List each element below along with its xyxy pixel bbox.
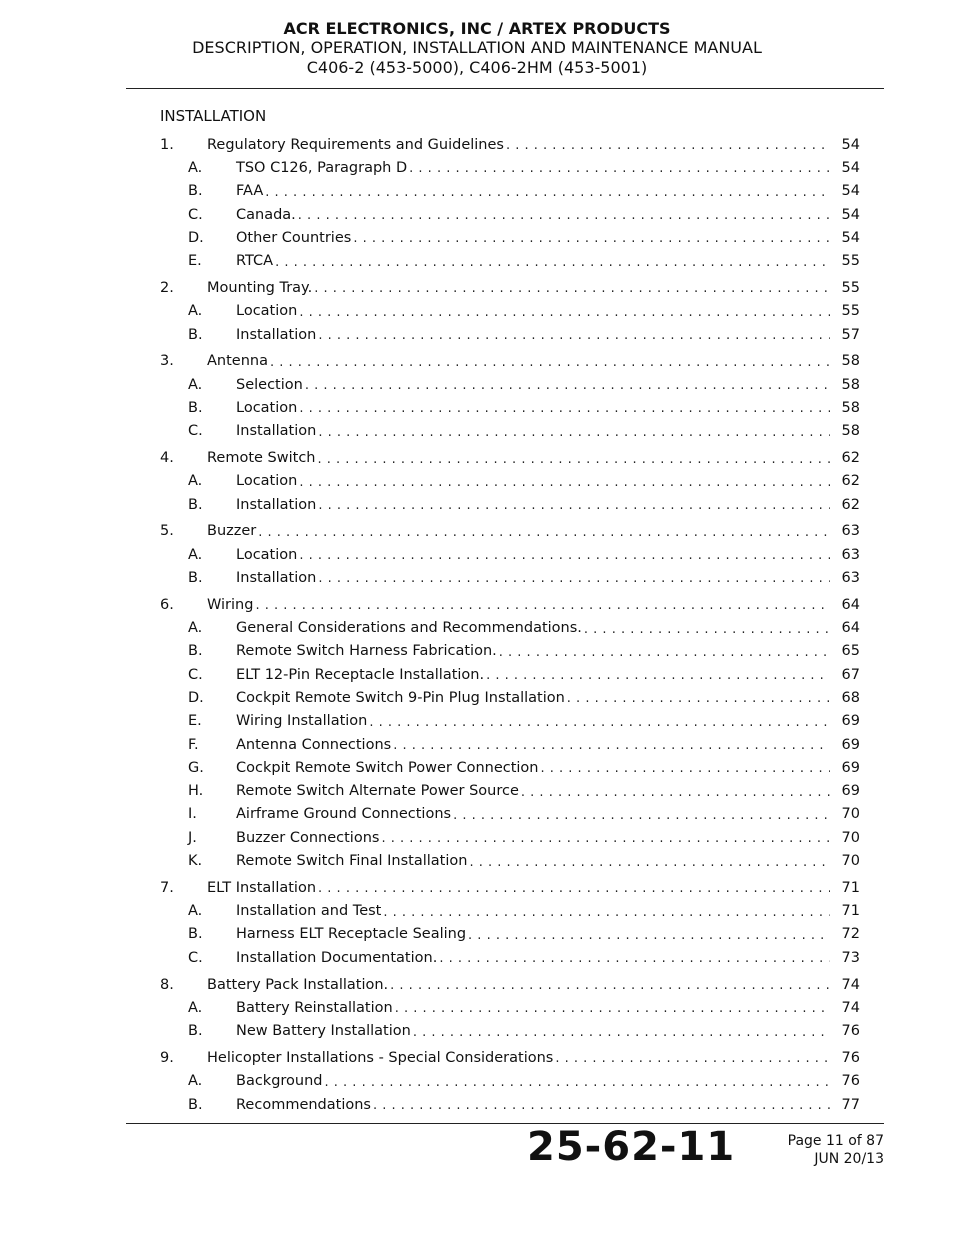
entry-title: Installation and Test (236, 903, 382, 920)
dot-leader (413, 1023, 830, 1040)
toc-subentry[interactable] (160, 733, 860, 756)
entry-page: 57 (841, 326, 860, 343)
company-name: ACR ELECTRONICS, INC / ARTEX PRODUCTS (283, 19, 671, 38)
entry-title: TSO C126, Paragraph D (236, 159, 408, 176)
entry-title: Remote Switch (207, 450, 316, 466)
entry-page: 74 (841, 999, 860, 1016)
dot-leader (393, 736, 830, 753)
dot-leader (318, 326, 830, 343)
dot-leader (299, 303, 830, 320)
entry-title: Remote Switch Final Installation (236, 853, 468, 870)
entry-number: B. (188, 326, 203, 343)
entry-page: 54 (841, 136, 860, 153)
entry-page: 63 (841, 569, 860, 586)
toc-subentry[interactable] (160, 663, 860, 686)
entry-number: D. (188, 689, 204, 706)
entry-title: Remote Switch Harness Fabrication. (236, 643, 497, 660)
dot-leader (390, 976, 830, 993)
entry-number: E. (188, 253, 202, 270)
toc-entry[interactable] (160, 876, 860, 899)
dot-leader (325, 1073, 830, 1090)
entry-title: Location (236, 473, 298, 490)
entry-number: B. (188, 1023, 203, 1040)
entry-page: 77 (841, 1096, 860, 1113)
entry-title: Antenna (207, 353, 268, 370)
dot-leader (275, 253, 830, 270)
entry-page: 76 (841, 1049, 860, 1066)
toc-subentry[interactable] (160, 849, 860, 872)
entry-page: 72 (841, 926, 860, 943)
entry-page: 54 (841, 183, 860, 200)
entry-page: 64 (841, 596, 860, 613)
entry-title: Helicopter Installations - Special Considerations (207, 1049, 554, 1066)
dot-leader (299, 546, 830, 563)
entry-page: 55 (841, 279, 860, 296)
entry-title: ELT Installation (207, 879, 317, 896)
entry-number: 8. (160, 976, 174, 993)
entry-number: 6. (160, 596, 174, 613)
entry-number: C. (188, 949, 203, 966)
entry-title: Installation (236, 326, 317, 343)
entry-page: 62 (841, 473, 860, 490)
entry-number: A. (188, 159, 203, 176)
entry-title: Installation (236, 496, 317, 513)
dot-leader (555, 1049, 830, 1066)
entry-title: Antenna Connections (236, 736, 392, 753)
entry-number: 1. (160, 136, 174, 153)
dot-leader (486, 666, 830, 683)
dot-leader (318, 569, 830, 586)
page-number: Page 11 of 87 (787, 1133, 884, 1149)
toc-subentry[interactable] (160, 686, 860, 709)
entry-title: ELT 12-Pin Receptacle Installation. (236, 666, 485, 683)
entry-number: B. (188, 643, 203, 660)
entry-number: H. (188, 783, 204, 800)
entry-number: 2. (160, 279, 174, 296)
entry-title: FAA (236, 183, 264, 200)
section-title: INSTALLATION (160, 107, 267, 125)
manual-title: DESCRIPTION, OPERATION, INSTALLATION AND MAINTENANCE MANUAL (192, 38, 762, 57)
dot-leader (373, 1096, 830, 1113)
entry-number: 3. (160, 353, 174, 370)
entry-title: Regulatory Requirements and Guidelines (207, 136, 504, 153)
entry-page: 54 (841, 229, 860, 246)
dot-leader (381, 829, 830, 846)
entry-page: 76 (841, 1023, 860, 1040)
entry-number: A. (188, 999, 203, 1016)
dot-leader (299, 399, 830, 416)
entry-number: 4. (160, 450, 174, 466)
entry-number: G. (188, 759, 204, 776)
entry-number: A. (188, 1073, 203, 1090)
entry-page: 62 (841, 496, 860, 513)
entry-page: 55 (841, 303, 860, 320)
entry-number: F. (188, 736, 199, 753)
entry-page: 69 (841, 783, 860, 800)
dot-leader (298, 206, 830, 223)
document-code: 25-62-11 (527, 1124, 736, 1170)
entry-title: Installation (236, 423, 317, 440)
toc-subentry[interactable] (160, 826, 860, 849)
toc-subentry[interactable] (160, 373, 860, 396)
dot-leader (468, 926, 830, 943)
entry-number: B. (188, 183, 203, 200)
entry-title: Buzzer (207, 523, 257, 540)
toc-entry[interactable] (160, 1046, 860, 1069)
toc-entry[interactable] (160, 593, 860, 616)
entry-title: General Considerations and Recommendations. (236, 620, 582, 637)
toc-subentry[interactable] (160, 493, 860, 516)
toc-subentry[interactable] (160, 543, 860, 566)
entry-number: C. (188, 206, 203, 223)
entry-title: RTCA (236, 253, 274, 270)
entry-title: Selection (236, 376, 303, 393)
entry-number: C. (188, 423, 203, 440)
toc-entry[interactable] (160, 973, 860, 996)
entry-number: A. (188, 473, 203, 490)
entry-title: Installation (236, 569, 317, 586)
entry-page: 70 (841, 853, 860, 870)
entry-number: J. (188, 829, 197, 846)
entry-title: Battery Pack Installation. (207, 976, 389, 993)
entry-page: 69 (841, 713, 860, 730)
entry-page: 58 (841, 353, 860, 370)
entry-number: D. (188, 229, 204, 246)
toc-subentry[interactable] (160, 470, 860, 493)
dot-leader (265, 183, 830, 200)
entry-title: Mounting Tray. (207, 279, 313, 296)
toc-subentry[interactable] (160, 249, 860, 272)
toc-subentry[interactable] (160, 710, 860, 733)
entry-title: Cockpit Remote Switch Power Connection (236, 759, 539, 776)
entry-title: Other Countries (236, 229, 352, 246)
toc-subentry[interactable] (160, 640, 860, 663)
entry-title: Installation Documentation. (236, 949, 438, 966)
toc-subentry[interactable] (160, 946, 860, 969)
entry-number: E. (188, 713, 202, 730)
entry-page: 63 (841, 546, 860, 563)
dot-leader (318, 450, 831, 467)
page-info (788, 1132, 884, 1168)
toc-subentry[interactable] (160, 156, 860, 179)
toc-subentry[interactable] (160, 396, 860, 419)
entry-page: 64 (841, 620, 860, 637)
entry-title: Location (236, 399, 298, 416)
entry-title: Wiring (207, 596, 254, 613)
entry-title: Battery Reinstallation (236, 999, 393, 1016)
entry-page: 58 (841, 376, 860, 393)
entry-title: Remote Switch Alternate Power Source (236, 783, 519, 800)
entry-page: 76 (841, 1073, 860, 1090)
toc-entry[interactable] (160, 133, 860, 156)
entry-title: Recommendations (236, 1096, 371, 1113)
entry-page: 63 (841, 523, 860, 540)
entry-page: 71 (841, 903, 860, 920)
entry-title: Airframe Ground Connections (236, 806, 452, 823)
entry-title: New Battery Installation (236, 1023, 411, 1040)
entry-number: A. (188, 376, 203, 393)
dot-leader (395, 999, 830, 1016)
entry-title: Canada. (236, 206, 296, 223)
table-of-contents (160, 133, 860, 1116)
entry-number: A. (188, 620, 203, 637)
dot-leader (567, 689, 830, 706)
toc-subentry[interactable] (160, 226, 860, 249)
entry-page: 58 (841, 423, 860, 440)
dot-leader (439, 949, 830, 966)
dot-leader (299, 473, 830, 490)
toc-entry[interactable] (160, 276, 860, 299)
dot-leader (318, 423, 830, 440)
entry-number: B. (188, 496, 203, 513)
entry-title: Location (236, 303, 298, 320)
entry-number: I. (188, 806, 197, 823)
toc-entry[interactable] (160, 520, 860, 543)
dot-leader (258, 523, 830, 540)
dot-leader (270, 353, 830, 370)
entry-title: Cockpit Remote Switch 9-Pin Plug Installation (236, 689, 565, 706)
entry-number: 9. (160, 1049, 174, 1066)
entry-number: B. (188, 1096, 203, 1113)
toc-subentry[interactable] (160, 203, 860, 226)
revision-date: JUN 20/13 (814, 1151, 884, 1167)
entry-title: Buzzer Connections (236, 829, 380, 846)
entry-page: 71 (841, 879, 860, 896)
entry-page: 70 (841, 806, 860, 823)
dot-leader (318, 496, 830, 513)
dot-leader (305, 376, 830, 393)
toc-subentry[interactable] (160, 566, 860, 589)
entry-page: 54 (841, 159, 860, 176)
toc-subentry[interactable] (160, 1070, 860, 1093)
dot-leader (506, 136, 830, 153)
toc-subentry[interactable] (160, 900, 860, 923)
entry-number: A. (188, 903, 203, 920)
toc-entry[interactable] (160, 446, 860, 469)
entry-page: 70 (841, 829, 860, 846)
entry-page: 58 (841, 399, 860, 416)
entry-title: Harness ELT Receptacle Sealing (236, 926, 467, 943)
header-divider (126, 88, 884, 89)
dot-leader (314, 279, 830, 296)
entry-number: K. (188, 853, 203, 870)
dot-leader (541, 759, 831, 776)
toc-subentry[interactable] (160, 996, 860, 1019)
toc-subentry[interactable] (160, 1019, 860, 1042)
dot-leader (453, 806, 830, 823)
entry-page: 69 (841, 759, 860, 776)
toc-subentry[interactable] (160, 780, 860, 803)
entry-number: B. (188, 926, 203, 943)
entry-page: 69 (841, 736, 860, 753)
toc-subentry[interactable] (160, 300, 860, 323)
toc-subentry[interactable] (160, 616, 860, 639)
entry-number: B. (188, 399, 203, 416)
entry-number: B. (188, 569, 203, 586)
toc-entry[interactable] (160, 350, 860, 373)
entry-page: 73 (841, 949, 860, 966)
entry-page: 67 (841, 666, 860, 683)
toc-subentry[interactable] (160, 180, 860, 203)
entry-page: 65 (841, 643, 860, 660)
dot-leader (521, 783, 830, 800)
entry-page: 68 (841, 689, 860, 706)
entry-number: A. (188, 303, 203, 320)
entry-number: A. (188, 546, 203, 563)
footer-divider (126, 1123, 884, 1124)
entry-number: 5. (160, 523, 174, 540)
dot-leader (409, 159, 830, 176)
toc-subentry[interactable] (160, 803, 860, 826)
dot-leader (584, 620, 830, 637)
toc-subentry[interactable] (160, 420, 860, 443)
dot-leader (383, 903, 830, 920)
entry-number: 7. (160, 879, 174, 896)
toc-subentry[interactable] (160, 923, 860, 946)
toc-subentry[interactable] (160, 323, 860, 346)
entry-title: Location (236, 546, 298, 563)
toc-subentry[interactable] (160, 756, 860, 779)
model-numbers: C406-2 (453-5000), C406-2HM (453-5001) (306, 58, 648, 77)
dot-leader (369, 713, 830, 730)
entry-title: Background (236, 1073, 323, 1090)
dot-leader (255, 596, 830, 613)
dot-leader (469, 853, 830, 870)
dot-leader (499, 643, 830, 660)
entry-title: Wiring Installation (236, 713, 368, 730)
entry-page: 55 (841, 253, 860, 270)
entry-page: 74 (841, 976, 860, 993)
dot-leader (318, 879, 830, 896)
entry-page: 54 (841, 206, 860, 223)
dot-leader (353, 229, 830, 246)
toc-subentry[interactable] (160, 1093, 860, 1116)
page-header (0, 19, 954, 78)
entry-page: 62 (841, 450, 860, 466)
entry-number: C. (188, 666, 203, 683)
